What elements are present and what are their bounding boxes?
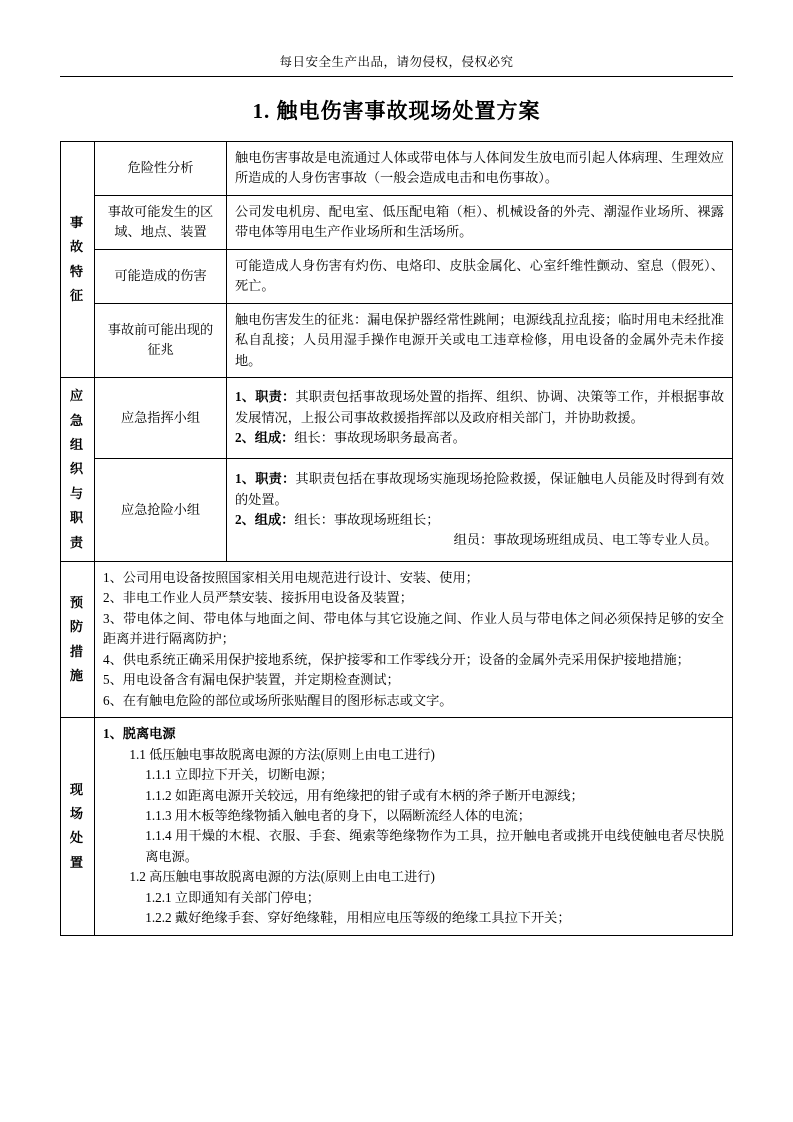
- list-item: 4、供电系统正确采用保护接地系统，保护接零和工作零线分开；设备的金属外壳采用保护接地措施；: [103, 651, 690, 667]
- cell-content: 触电伤害事故是电流通过人体或带电体与人体间发生放电而引起人体病理、生理效应所造成的人身伤害事故（一般会造成电击和电伤事故）。: [227, 142, 733, 196]
- cell-content: 公司发电机房、配电室、低压配电箱（柜）、机械设备的外壳、潮湿作业场所、裸露带电体等用电生产作业场所和生活场所。: [227, 195, 733, 249]
- list-item: 1.1.2 如距离电源开关较远，用有绝缘把的钳子或有木柄的斧子断开电源线；: [145, 787, 584, 803]
- category-label: 预防措施: [69, 594, 86, 684]
- duty-line: [235, 428, 724, 448]
- category-label: 应急组织与职责: [69, 388, 86, 550]
- table-row: [61, 718, 733, 936]
- list-item: 1.2 高压触电事故脱离电源的方法(原则上由电工进行): [129, 869, 435, 885]
- header-note: 每日安全生产出品，请勿侵权，侵权必究: [279, 55, 514, 69]
- list-item: 5、用电设备含有漏电保护装置，并定期检查测试；: [103, 672, 400, 688]
- cell-content-onsite: [95, 718, 733, 936]
- category-onsite-disposal: [61, 718, 95, 936]
- cell-content: [227, 458, 733, 561]
- duty-line: [235, 530, 724, 550]
- table-row: [61, 562, 733, 718]
- duty-line: [235, 510, 724, 530]
- disposal-plan-table: [60, 141, 733, 936]
- table-row: [61, 303, 733, 377]
- table-row: [61, 249, 733, 303]
- subcategory-label: 事故前可能出现的征兆: [95, 303, 227, 377]
- list-item: 1.2.2 戴好绝缘手套、穿好绝缘鞋，用相应电压等级的绝缘工具拉下开关；: [145, 910, 571, 926]
- list-item: 1.2.1 立即通知有关部门停电；: [145, 889, 320, 905]
- page-title: 1. 触电伤害事故现场处置方案: [252, 99, 541, 123]
- duty-prefix: 1、职责：: [235, 471, 296, 487]
- list-item: 1.1 低压触电事故脱离电源的方法(原则上由电工进行): [129, 746, 435, 762]
- table-row: [61, 195, 733, 249]
- duty-text: 组长：事故现场班组长；: [294, 511, 440, 527]
- duty-prefix: 2、组成：: [235, 511, 295, 527]
- list-item: 6、在有触电危险的部位或场所张贴醒目的图形标志或文字。: [103, 692, 453, 708]
- list-item: 1.1.4 用干燥的木棍、衣服、手套、绳索等绝缘物作为工具，拉开触电者或挑开电线使触电者尽快脱离电源。: [145, 828, 724, 864]
- duty-text: 组长：事故现场职务最高者。: [294, 430, 466, 446]
- duty-prefix: 1、职责：: [235, 389, 296, 405]
- category-label: 现场处置: [69, 781, 86, 870]
- category-prevention: [61, 562, 95, 718]
- duty-line: [235, 469, 724, 510]
- list-item: 1、公司用电设备按照国家相关用电规范进行设计、安装、使用；: [103, 570, 479, 586]
- header-divider: [60, 76, 733, 77]
- category-emergency-organization: [61, 378, 95, 562]
- table-row: [61, 378, 733, 459]
- duty-text: 组员：事故现场班组成员、电工等专业人员。: [453, 532, 718, 548]
- subcategory-label: 应急指挥小组: [95, 378, 227, 459]
- cell-content: [227, 378, 733, 459]
- subcategory-label: 应急抢险小组: [95, 458, 227, 561]
- table-row: [61, 142, 733, 196]
- table-row: [61, 458, 733, 561]
- duty-line: [235, 387, 724, 428]
- duty-text: 其职责包括在事故现场实施现场抢险救援，保证触电人员能及时得到有效的处置。: [235, 471, 725, 507]
- duty-prefix: 2、组成：: [235, 430, 295, 446]
- subcategory-label: 事故可能发生的区域、地点、装置: [95, 195, 227, 249]
- list-item: 1、脱离电源: [103, 726, 176, 742]
- list-item: 1.1.1 立即拉下开关，切断电源；: [145, 767, 334, 783]
- list-item: 3、带电体之间、带电体与地面之间、带电体与其它设施之间、作业人员与带电体之间必须保持足够的安全距离并进行隔离防护；: [103, 610, 724, 647]
- subcategory-label: 危险性分析: [95, 142, 227, 196]
- cell-content-prevention: [95, 562, 733, 718]
- duty-text: 其职责包括事故现场处置的指挥、组织、协调、决策等工作，并根据事故发展情况，上报公司事故救援指挥部以及政府相关部门，并协助救援。: [235, 389, 725, 425]
- list-item: 1.1.3 用木板等绝缘物插入触电者的身下，以隔断流经人体的电流；: [145, 808, 531, 824]
- cell-content: 可能造成人身伤害有灼伤、电烙印、皮肤金属化、心室纤维性颤动、窒息（假死）、死亡。: [227, 249, 733, 303]
- category-accident-features: [61, 142, 95, 378]
- subcategory-label: 可能造成的伤害: [95, 249, 227, 303]
- list-item: 2、非电工作业人员严禁安装、接拆用电设备及装置；: [103, 590, 413, 606]
- category-label: 事故特征: [69, 214, 86, 303]
- cell-content: 触电伤害发生的征兆：漏电保护器经常性跳闸；电源线乱拉乱接；临时用电未经批准私自乱接；人员用湿手操作电源开关或电工违章检修，用电设备的金属外壳未作接地。: [227, 303, 733, 377]
